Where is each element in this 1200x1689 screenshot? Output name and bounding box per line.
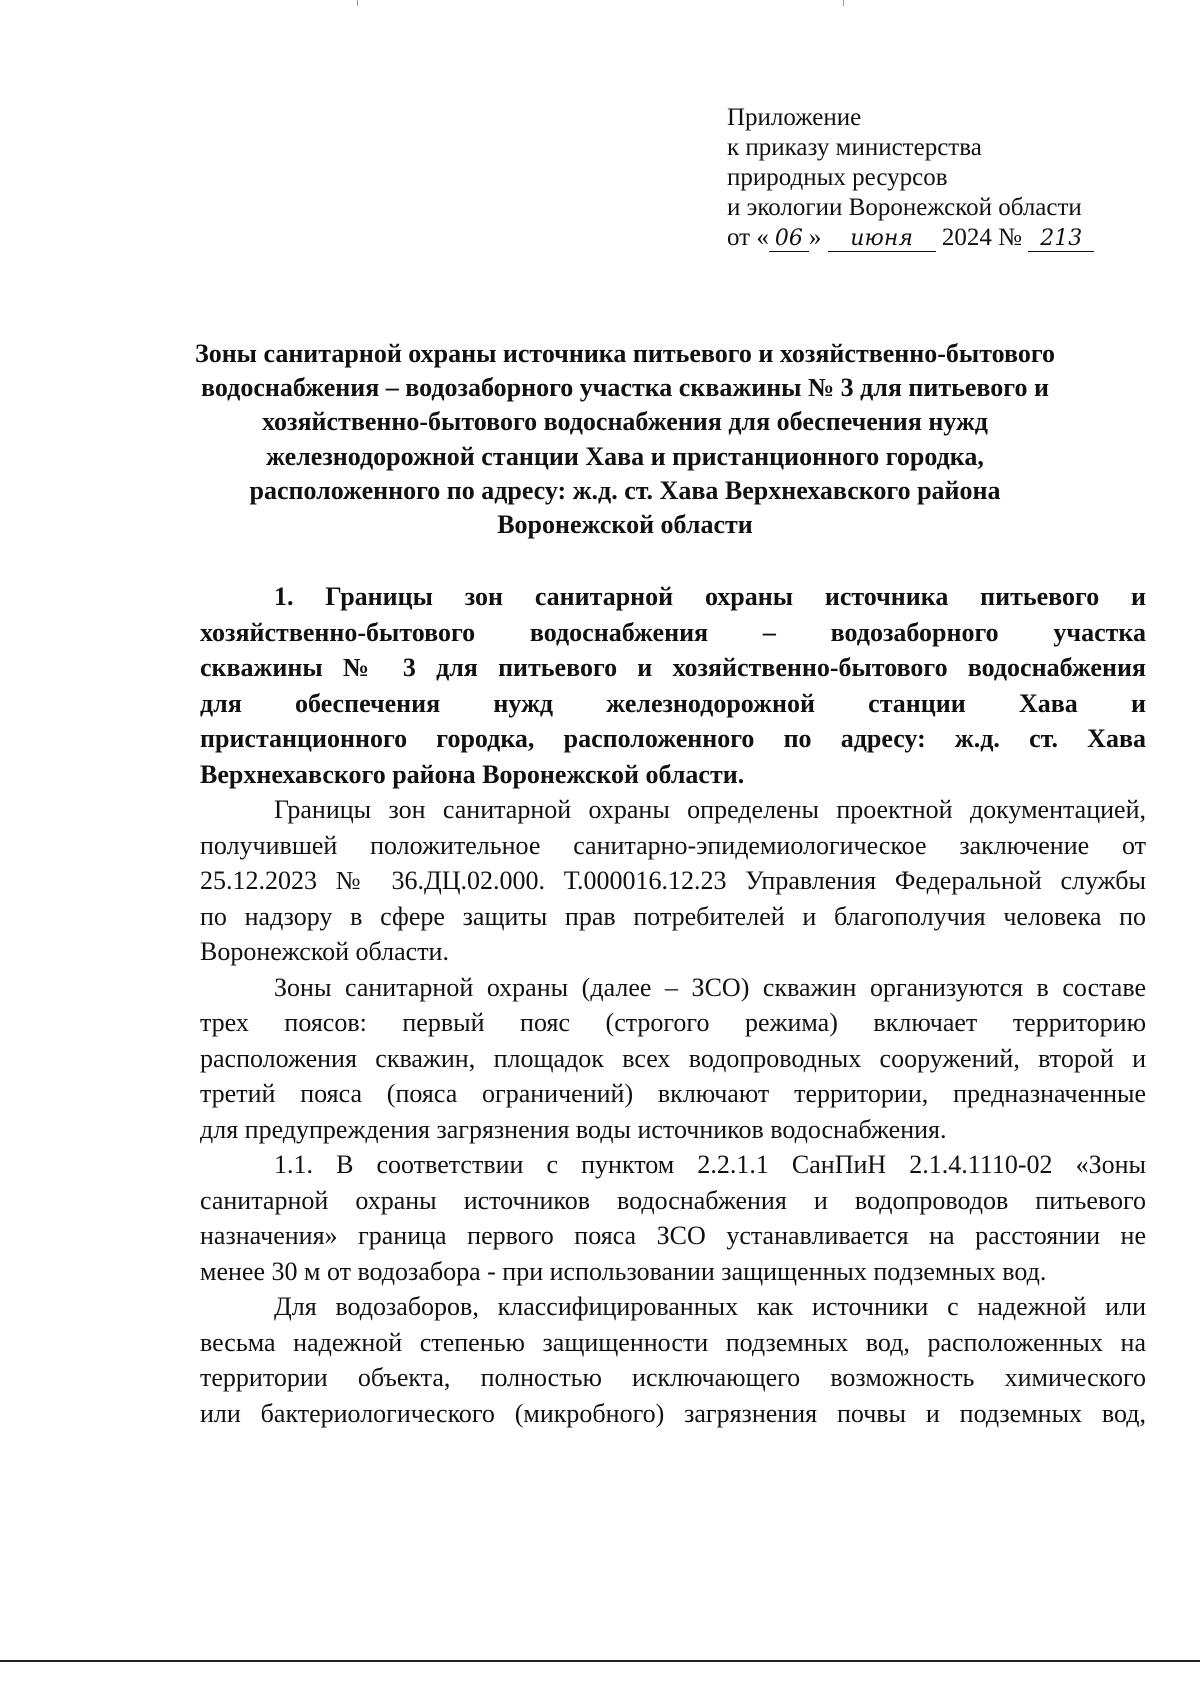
text-line: скважины № 3 для питьевого и хозяйственно-бытового водоснабжения (200, 653, 1146, 682)
text-line: для обеспечения нужд железнодорожной станции Хава и (200, 688, 1146, 718)
page-edge-line (0, 1660, 1200, 1662)
order-date-line (727, 223, 1094, 253)
text-line: хозяйственно-бытового водоснабжения для обеспечения нужд (262, 407, 988, 437)
handwritten-day: 06 (769, 227, 809, 252)
text-line: пристанционного городка, расположенного по адресу: ж.д. ст. Хава (200, 724, 1146, 753)
text-line: водоснабжения – водозаборного участка скважины № 3 для питьевого и (201, 373, 1049, 403)
text-line: или бактериологического (микробного) загрязнения почвы и подземных вод, (200, 1398, 1146, 1428)
document-body (200, 579, 1146, 1431)
paragraph (200, 1147, 1146, 1289)
text-line: трех поясов: первый пояс (строгого режима) включает территорию (200, 1008, 1146, 1037)
text-line: 1. Границы зон санитарной охраны источника питьевого и (274, 582, 1146, 611)
text-line: Зоны санитарной охраны источника питьевого и хозяйственно-бытового (194, 339, 1056, 368)
text-line: Верхнехавского района Воронежской области. (200, 759, 745, 789)
order-year: 2024 № (941, 224, 1022, 251)
text-line: 25.12.2023 № 36.ДЦ.02.000. Т.000016.12.23 Управления Федеральной службы (200, 866, 1146, 895)
section-1-heading (200, 579, 1146, 792)
paragraph (200, 970, 1146, 1148)
header-line: и экологии Воронежской области (727, 194, 1082, 221)
text-line: Воронежской области (497, 510, 753, 540)
text-line: санитарной охраны источников водоснабжения и водопроводов питьевого (200, 1185, 1146, 1215)
text-line: расположения скважин, площадок всех водопроводных сооружений, второй и (200, 1043, 1146, 1073)
text-line: весьма надежной степенью защищенности подземных вод, расположенных на (200, 1327, 1146, 1357)
text-line: территории объекта, полностью исключающего возможность химического (200, 1363, 1146, 1392)
date-sep: » (808, 224, 822, 251)
text-line: по надзору в сфере защиты прав потребителей и благополучия человека по (200, 901, 1146, 931)
handwritten-month: июня (828, 227, 936, 252)
text-line: третий пояса (пояса ограничений) включают территории, предназначенные (200, 1079, 1146, 1108)
text-line: 1.1. В соответствии с пунктом 2.2.1.1 СанПиН 2.1.4.1110-02 «Зоны (274, 1150, 1146, 1179)
text-line: получившей положительное санитарно-эпидемиологическое заключение от (200, 830, 1146, 860)
date-prefix: от « (727, 224, 769, 251)
header-line: Приложение (727, 104, 862, 131)
paragraph (200, 792, 1146, 970)
text-line: назначения» граница первого пояса ЗСО устанавливается на расстоянии не (200, 1221, 1146, 1250)
text-line: хозяйственно-бытового водоснабжения – водозаборного участка (200, 617, 1146, 647)
scan-mark (843, 0, 844, 6)
text-line: Границы зон санитарной охраны определены проектной документацией, (274, 795, 1146, 824)
text-line: Воронежской области. (200, 937, 449, 966)
text-line: менее 30 м от водозабора - при использовании защищенных подземных вод. (200, 1256, 1047, 1286)
appendix-header (727, 103, 1094, 253)
document-title (150, 337, 1100, 542)
scan-mark (357, 0, 358, 6)
handwritten-number: 213 (1028, 227, 1094, 252)
text-line: Для водозаборов, классифицированных как источники с надежной или (274, 1292, 1146, 1321)
paragraph (200, 1289, 1146, 1431)
text-line: Зоны санитарной охраны (далее – ЗСО) скважин организуются в составе (274, 972, 1146, 1002)
header-line: природных ресурсов (727, 164, 948, 191)
text-line: железнодорожной станции Хава и пристанционного городка, (266, 441, 984, 471)
text-line: расположенного по адресу: ж.д. ст. Хава Верхнехавского района (249, 475, 1001, 505)
text-line: для предупреждения загрязнения воды источников водоснабжения. (200, 1114, 947, 1144)
header-line: к приказу министерства (727, 134, 982, 161)
